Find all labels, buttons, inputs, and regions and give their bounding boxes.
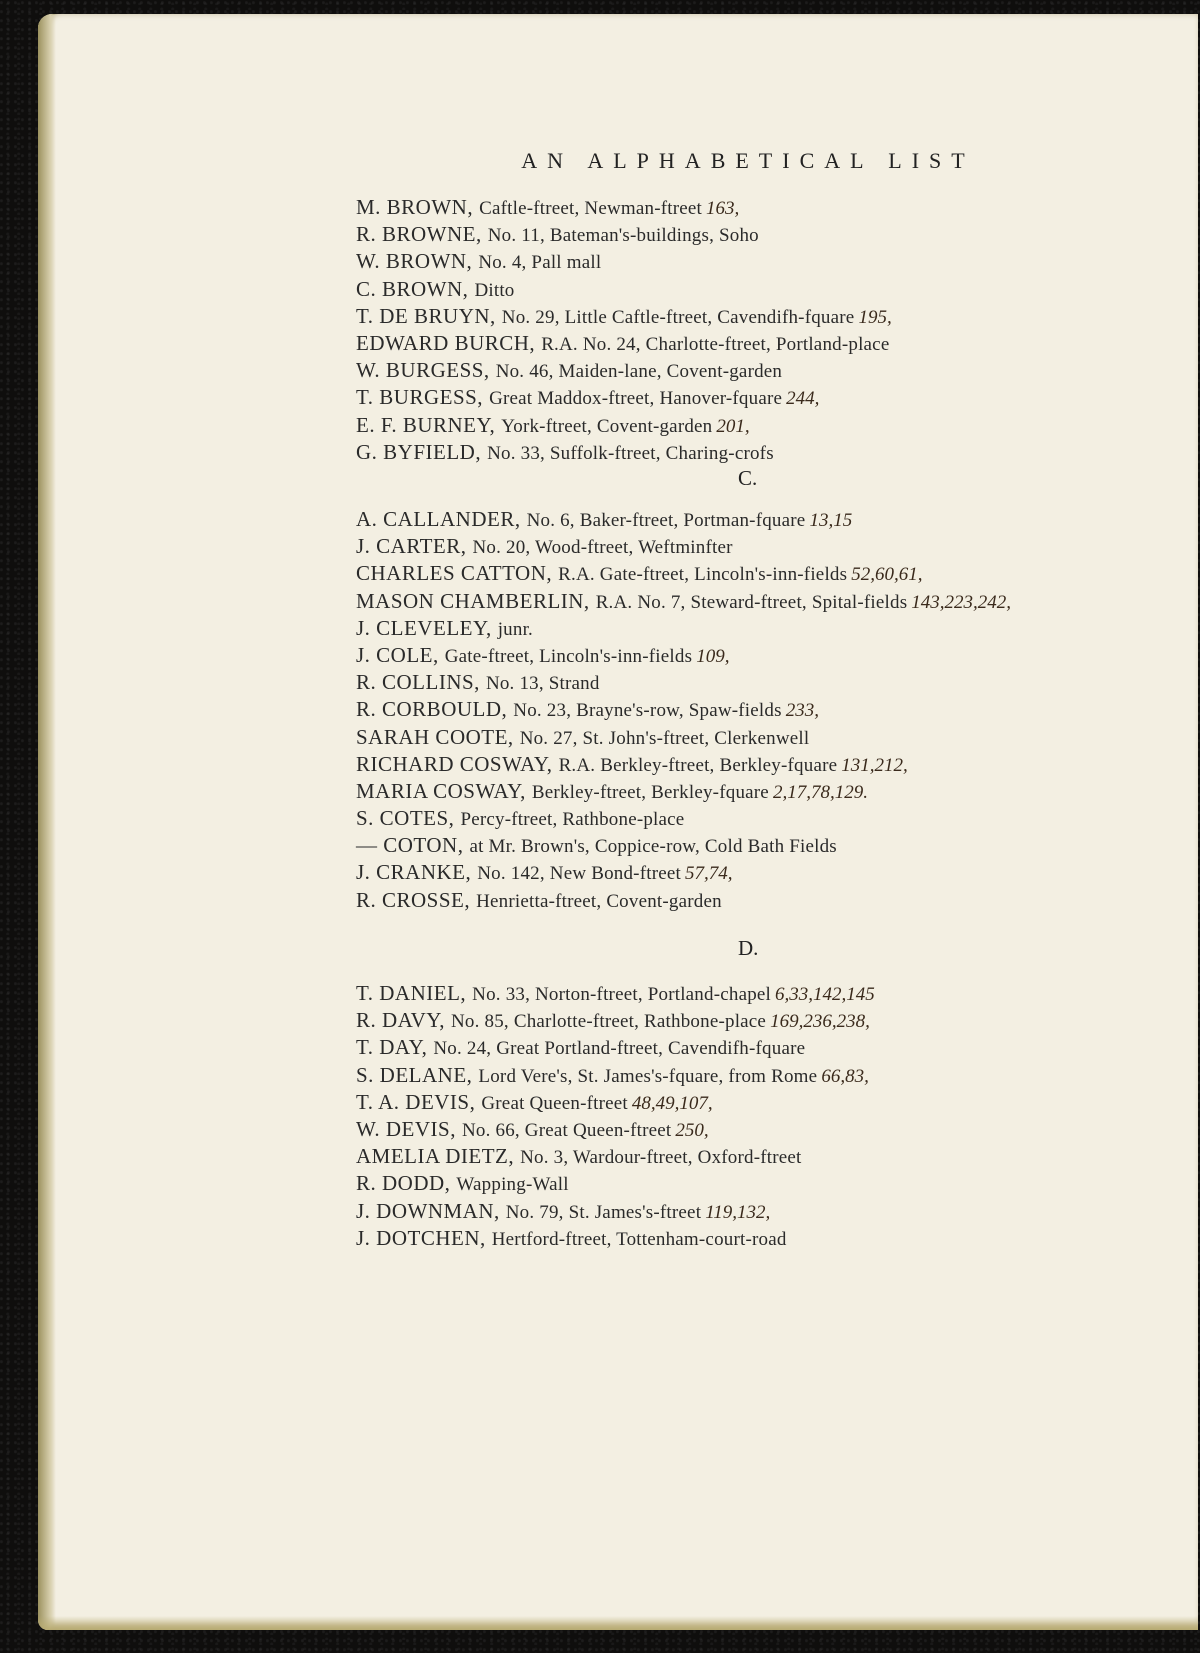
entry-name: CHARLES CATTON, [356, 561, 553, 586]
list-entry [356, 221, 1156, 248]
entry-name: S. COTES, [356, 806, 455, 831]
entry-address: No. 6, Baker-ftreet, Portman-fquare [526, 510, 806, 531]
section-letter-c: C. [738, 466, 758, 490]
entry-address: No. 46, Maiden-lane, Covent-garden [495, 361, 783, 383]
entry-page-refs: 195, [858, 306, 892, 328]
entry-name: J. CLEVELEY, [356, 615, 492, 640]
entry-name: A. CALLANDER, [356, 507, 521, 531]
entry-name: J. CARTER, [356, 534, 467, 559]
list-entry [356, 1062, 1156, 1089]
list-entry [356, 805, 1156, 832]
list-entry [356, 724, 1156, 751]
entry-address: Ditto [474, 279, 515, 301]
list-entry [356, 642, 1156, 669]
entry-page-refs: 163, [706, 198, 740, 219]
list-entry [356, 1007, 1156, 1034]
entry-address: No. 13, Strand [485, 673, 600, 695]
entry-name: T. DAY, [356, 1035, 428, 1060]
entry-name: T. A. DEVIS, [356, 1089, 476, 1114]
entry-page-refs: 131,212, [841, 754, 908, 776]
list-entry [356, 384, 1156, 411]
list-entry [356, 1170, 1156, 1197]
entry-address: at Mr. Brown's, Coppice-row, Cold Bath Fields [469, 836, 837, 858]
list-entry [356, 859, 1156, 886]
list-entry [356, 412, 1156, 439]
entry-address: No. 66, Great Queen-ftreet [461, 1119, 672, 1141]
entry-page-refs: 250, [675, 1119, 709, 1141]
entry-address: Great Maddox-ftreet, Hanover-fquare [489, 388, 783, 410]
entry-name: S. DELANE, [356, 1062, 473, 1087]
list-entry [356, 1198, 1156, 1225]
entry-page-refs: 52,60,61, [851, 564, 923, 586]
entry-name: W. BROWN, [356, 249, 473, 274]
entry-address: No. 79, St. James's-ftreet [505, 1201, 702, 1223]
entry-name: J. COLE, [356, 642, 439, 667]
entry-name: C. BROWN, [356, 276, 469, 301]
entry-name: R. CROSSE, [356, 887, 471, 912]
entry-name: R. CORBOULD, [356, 697, 508, 722]
entry-address: No. 29, Little Caftle-ftreet, Cavendifh-fquare [501, 306, 855, 328]
entry-address: Berkley-ftreet, Berkley-fquare [531, 781, 769, 803]
entry-name: G. BYFIELD, [356, 439, 482, 464]
entry-name: T. DANIEL, [356, 981, 467, 1005]
entry-address: R.A. No. 24, Charlotte-ftreet, Portland-place [541, 333, 890, 355]
list-entry [356, 751, 1156, 778]
entry-name: R. COLLINS, [356, 670, 480, 695]
entry-page-refs: 2,17,78,129. [772, 781, 868, 803]
list-entry [356, 439, 1156, 466]
entry-page-refs: 6,33,142,145 [775, 984, 875, 1005]
entry-address: R.A. No. 7, Steward-ftreet, Spital-fields [595, 591, 908, 613]
entry-name: — COTON, [356, 833, 464, 858]
entry-page-refs: 66,83, [821, 1065, 869, 1087]
entry-name: M. BROWN, [356, 195, 474, 219]
entry-page-refs: 244, [786, 388, 820, 410]
entry-name: R. DAVY, [356, 1008, 446, 1033]
entry-name: E. F. BURNEY, [356, 412, 496, 437]
section-c [356, 506, 1156, 914]
list-entry [356, 669, 1156, 696]
entry-page-refs: 13,15 [809, 510, 853, 531]
list-entry [356, 980, 1156, 1007]
entry-name: MASON CHAMBERLIN, [356, 588, 590, 613]
list-entry [356, 330, 1156, 357]
entry-page-refs: 57,74, [685, 863, 733, 885]
entry-name: RICHARD COSWAY, [356, 751, 553, 776]
section-b [356, 194, 1156, 466]
entry-address: Great Queen-ftreet [481, 1092, 628, 1114]
list-entry [356, 1143, 1156, 1170]
list-entry [356, 276, 1156, 303]
entry-address: No. 33, Suffolk-ftreet, Charing-crofs [487, 442, 774, 464]
entry-address: York-ftreet, Covent-garden [501, 415, 713, 437]
entry-page-refs: 169,236,238, [770, 1011, 870, 1033]
entry-address: Henrietta-ftreet, Covent-garden [476, 890, 722, 912]
entry-name: T. DE BRUYN, [356, 303, 496, 328]
entry-address: No. 11, Bateman's-buildings, Soho [487, 225, 759, 247]
entry-address: No. 27, St. John's-ftreet, Clerkenwell [519, 727, 810, 749]
entry-name: R. BROWNE, [356, 222, 482, 247]
book-page [38, 14, 1198, 1630]
list-entry [356, 615, 1156, 642]
entry-name: J. DOTCHEN, [356, 1225, 486, 1250]
entry-name: W. BURGESS, [356, 358, 490, 383]
section-d [356, 980, 1156, 1252]
list-entry [356, 560, 1156, 587]
entry-address: Lord Vere's, St. James's-fquare, from Rome [478, 1065, 818, 1087]
entry-name: AMELIA DIETZ, [356, 1144, 515, 1169]
list-entry [356, 832, 1156, 859]
entry-name: R. DODD, [356, 1171, 451, 1196]
entry-page-refs: 201, [716, 415, 750, 437]
entry-address: No. 3, Wardour-ftreet, Oxford-ftreet [520, 1147, 802, 1169]
entry-address: No. 33, Norton-ftreet, Portland-chapel [472, 984, 772, 1005]
entry-address: No. 85, Charlotte-ftreet, Rathbone-place [451, 1011, 767, 1033]
list-entry [356, 303, 1156, 330]
entry-page-refs: 109, [696, 645, 730, 667]
page-heading: AN ALPHABETICAL LIST [521, 148, 975, 173]
entry-address: No. 24, Great Portland-ftreet, Cavendifh-fquare [433, 1038, 806, 1060]
entry-address: Caftle-ftreet, Newman-ftreet [479, 198, 703, 219]
list-entry [356, 506, 1156, 533]
list-entry [356, 194, 1156, 221]
entry-address: No. 142, New Bond-ftreet [477, 863, 681, 885]
section-letter-d: D. [738, 936, 759, 960]
entry-address: No. 23, Brayne's-row, Spaw-fields [513, 700, 782, 722]
list-entry [356, 778, 1156, 805]
entry-name: J. CRANKE, [356, 860, 472, 885]
list-entry [356, 1116, 1156, 1143]
list-entry [356, 696, 1156, 723]
entry-address: Hertford-ftreet, Tottenham-court-road [491, 1228, 787, 1250]
entry-name: T. BURGESS, [356, 385, 484, 410]
list-entry [356, 1089, 1156, 1116]
list-entry [356, 1034, 1156, 1061]
list-entry [356, 248, 1156, 275]
entry-address: R.A. Gate-ftreet, Lincoln's-inn-fields [558, 564, 848, 586]
entry-name: MARIA COSWAY, [356, 778, 526, 803]
list-entry [356, 357, 1156, 384]
entry-address: Gate-ftreet, Lincoln's-inn-fields [444, 645, 693, 667]
list-entry [356, 887, 1156, 914]
entry-name: W. DEVIS, [356, 1116, 456, 1141]
entry-address: No. 4, Pall mall [478, 252, 602, 274]
entry-address: junr. [497, 618, 534, 640]
entry-name: EDWARD BURCH, [356, 330, 536, 355]
entry-address: Wapping-Wall [456, 1174, 569, 1196]
entry-address: Percy-ftreet, Rathbone-place [460, 809, 685, 831]
list-entry [356, 533, 1156, 560]
entry-page-refs: 119,132, [705, 1201, 771, 1223]
entry-name: J. DOWNMAN, [356, 1198, 500, 1223]
entry-name: SARAH COOTE, [356, 724, 514, 749]
entry-page-refs: 233, [785, 700, 819, 722]
list-entry [356, 588, 1156, 615]
entry-page-refs: 48,49,107, [631, 1092, 713, 1114]
entry-address: No. 20, Wood-ftreet, Weftminfter [472, 537, 733, 559]
list-entry [356, 1225, 1156, 1252]
entry-address: R.A. Berkley-ftreet, Berkley-fquare [558, 754, 838, 776]
entry-page-refs: 143,223,242, [911, 591, 1012, 613]
